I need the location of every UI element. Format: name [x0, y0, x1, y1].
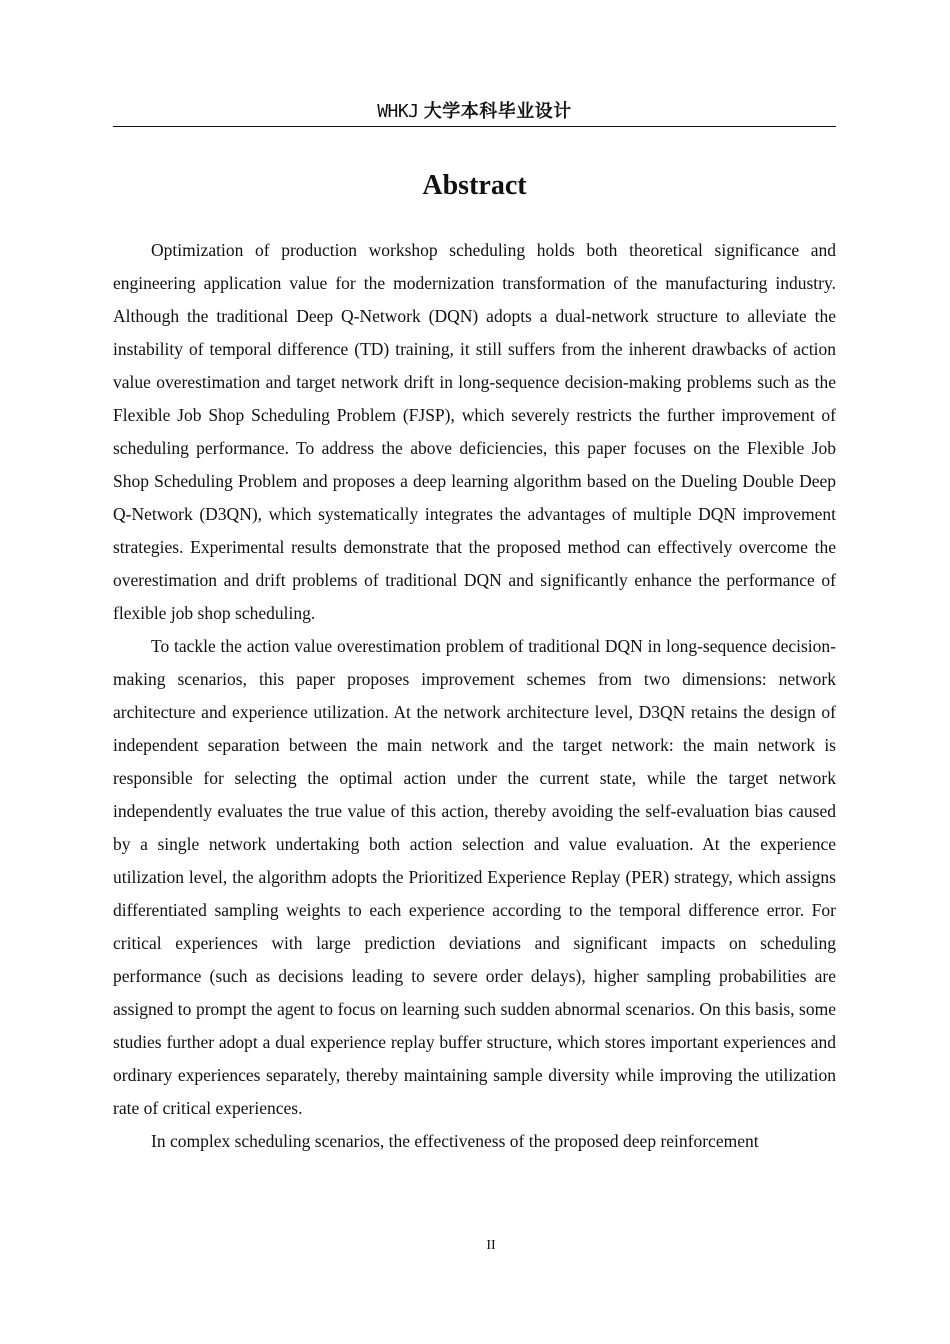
- header-document-type: 大学本科毕业设计: [423, 101, 572, 122]
- page-title: Abstract: [422, 170, 527, 201]
- page-number: II: [486, 1238, 496, 1253]
- header-rule: [113, 126, 836, 127]
- abstract-paragraph: In complex scheduling scenarios, the effectiveness of the proposed deep reinforcement: [151, 1131, 759, 1151]
- header-institution-code: WHKJ: [377, 101, 419, 122]
- abstract-paragraph: Optimization of production workshop scheduling holds both theoretical significance and engineering application value for the modernization transformation of the manufacturing industry. Although the traditional Deep Q-Network (DQN) adopts a dual-network structure to alleviate the instability of temporal difference (TD) training, it still suffers from the inherent drawbacks of action value overestimation and target network drift in long-sequence decision-making problems such as the Flexible Job Shop Scheduling Problem (FJSP), which severely restricts the further improvement of scheduling performance. To address the above deficiencies, this paper focuses on the Flexible Job Shop Scheduling Problem and proposes a deep learning algorithm based on the Dueling Double Deep Q-Network (D3QN), which systematically integrates the advantages of multiple DQN improvement strategies. Experimental results demonstrate that the proposed method can effectively overcome the overestimation and drift problems of traditional DQN and significantly enhance the performance of flexible job shop scheduling.: [113, 240, 836, 623]
- abstract-body: [113, 234, 836, 1158]
- running-header: [113, 98, 836, 128]
- abstract-paragraph: To tackle the action value overestimation problem of traditional DQN in long-sequence decision-making scenarios, this paper proposes improvement schemes from two dimensions: network architecture and experience utilization. At the network architecture level, D3QN retains the design of independent separation between the main network and the target network: the main network is responsible for selecting the optimal action under the current state, while the target network independently evaluates the true value of this action, thereby avoiding the self-evaluation bias caused by a single network undertaking both action selection and value evaluation. At the experience utilization level, the algorithm adopts the Prioritized Experience Replay (PER) strategy, which assigns differentiated sampling weights to each experience according to the temporal difference error. For critical experiences with large prediction deviations and significant impacts on scheduling performance (such as decisions leading to severe order delays), higher sampling probabilities are assigned to prompt the agent to focus on learning such sudden abnormal scenarios. On this basis, some studies further adopt a dual experience replay buffer structure, which stores important experiences and ordinary experiences separately, thereby maintaining sample diversity while improving the utilization rate of critical experiences.: [113, 636, 836, 1118]
